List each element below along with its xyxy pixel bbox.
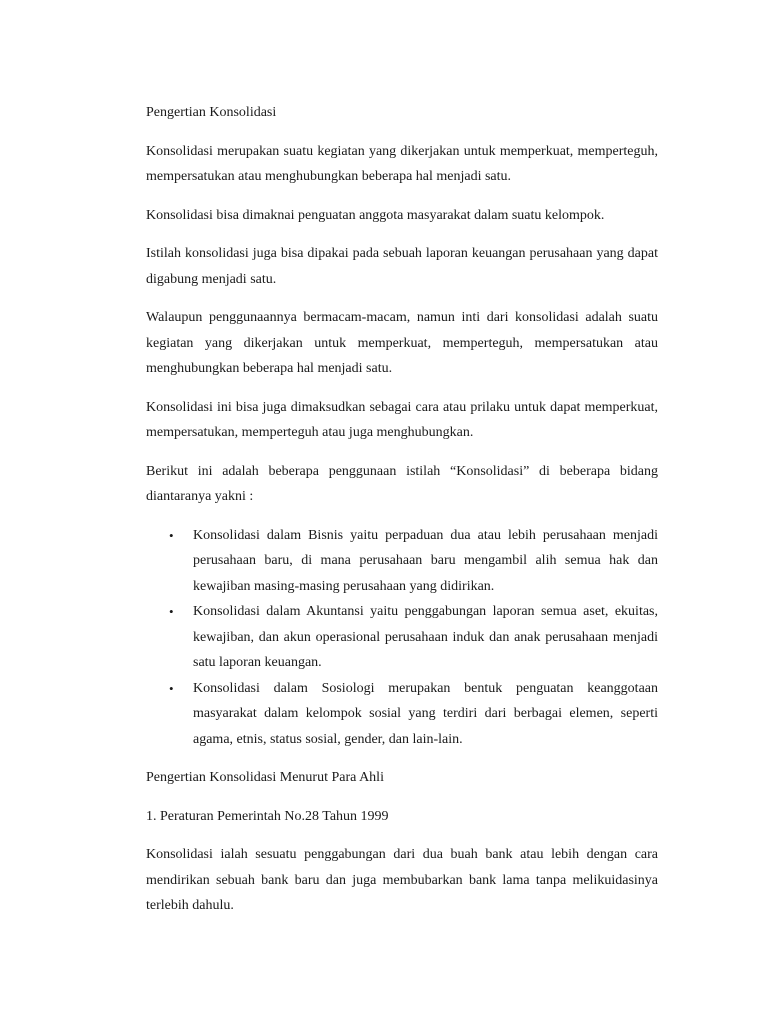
document-title: Pengertian Konsolidasi bbox=[146, 105, 277, 120]
list-item bbox=[146, 599, 658, 676]
subheading: 1. Peraturan Pemerintah No.28 Tahun 1999 bbox=[146, 808, 389, 824]
list-item bbox=[146, 676, 658, 753]
bullet-list bbox=[146, 523, 658, 753]
document-page bbox=[146, 100, 658, 932]
paragraph-3: Istilah konsolidasi juga bisa dipakai pada sebuah laporan keuangan perusahaan yang dapat digabung menjadi satu. bbox=[146, 246, 658, 287]
paragraph-5: Konsolidasi ini bisa juga dimaksudkan sebagai cara atau prilaku untuk dapat memperkuat, mempersatukan, memperteguh atau juga menghubungkan. bbox=[146, 399, 658, 440]
paragraph-2: Konsolidasi bisa dimaknai penguatan anggota masyarakat dalam suatu kelompok. bbox=[146, 207, 605, 223]
paragraph-6: Berikut ini adalah beberapa penggunaan istilah “Konsolidasi” di beberapa bidang diantaranya yakni : bbox=[146, 463, 658, 504]
list-item-text: Konsolidasi dalam Bisnis yaitu perpaduan dua atau lebih perusahaan menjadi perusahaan baru, di mana perusahaan baru mengambil alih semua hak dan kewajiban masing-masing perusahaan yang didirikan. bbox=[193, 527, 658, 594]
bullet-icon: • bbox=[169, 680, 174, 696]
list-item-text: Konsolidasi dalam Sosiologi merupakan bentuk penguatan keanggotaan masyarakat dalam kelompok sosial yang terdiri dari berbagai elemen, seperti agama, etnis, status sosial, gender, dan lain-lain. bbox=[193, 680, 658, 747]
list-item-text: Konsolidasi dalam Akuntansi yaitu penggabungan laporan semua aset, ekuitas, kewajiban, dan akun operasional perusahaan induk dan anak perusahaan menjadi satu laporan keuangan. bbox=[193, 604, 658, 670]
section-heading: Pengertian Konsolidasi Menurut Para Ahli bbox=[146, 770, 384, 785]
list-item bbox=[146, 523, 658, 600]
bullet-icon: • bbox=[169, 604, 174, 619]
paragraph-4: Walaupun penggunaannya bermacam-macam, namun inti dari konsolidasi adalah suatu kegiatan yang dikerjakan untuk memperkuat, memperteguh, mempersatukan atau menghubungkan beberapa hal menjadi satu. bbox=[146, 310, 658, 376]
closing-paragraph: Konsolidasi ialah sesuatu penggabungan dari dua buah bank atau lebih dengan cara mendirikan sebuah bank baru dan juga membubarkan bank lama tanpa melikuidasinya terlebih dahulu. bbox=[146, 847, 658, 913]
bullet-icon: • bbox=[169, 527, 174, 543]
paragraph-1: Konsolidasi merupakan suatu kegiatan yang dikerjakan untuk memperkuat, memperteguh, mempersatukan atau menghubungkan beberapa hal menjadi satu. bbox=[146, 143, 658, 184]
